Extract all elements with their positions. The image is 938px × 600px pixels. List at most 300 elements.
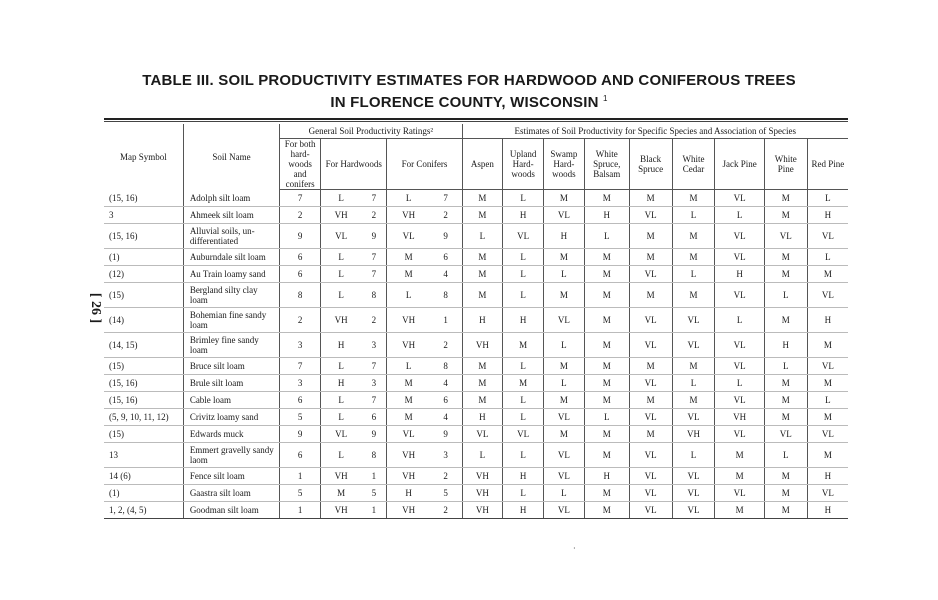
species-rating-cell: M: [807, 333, 848, 358]
species-rating-cell: L: [543, 266, 584, 283]
species-rating-cell: M: [462, 266, 503, 283]
conifer-class-cell: 2: [430, 207, 462, 224]
species-rating-cell: M: [503, 375, 544, 392]
soil-name-cell: Brule silt loam: [183, 375, 279, 392]
species-rating-cell: M: [672, 358, 715, 375]
species-rating-cell: VL: [807, 224, 848, 249]
conifer-rating-cell: L: [387, 358, 430, 375]
header-conifers: For Conifers: [387, 139, 462, 190]
species-rating-cell: VL: [543, 207, 584, 224]
soil-name-cell: Bohemian fine sandy loam: [183, 308, 279, 333]
header-general-ratings: General Soil Productivity Ratings²: [280, 124, 462, 139]
species-rating-cell: M: [629, 392, 672, 409]
species-rating-cell: VL: [629, 443, 672, 468]
page-number: [ 26 ]: [88, 292, 104, 324]
species-rating-cell: M: [543, 426, 584, 443]
hardwood-class-cell: 8: [361, 283, 387, 308]
species-rating-cell: VL: [672, 308, 715, 333]
species-rating-cell: H: [584, 207, 629, 224]
map-symbol-cell: (14, 15): [104, 333, 183, 358]
header-species: White Cedar: [672, 139, 715, 190]
conifer-rating-cell: VH: [387, 333, 430, 358]
hardwood-class-cell: 7: [361, 392, 387, 409]
conifer-rating-cell: VL: [387, 426, 430, 443]
table-top-rule-inner: [104, 121, 848, 122]
species-rating-cell: H: [764, 333, 807, 358]
conifer-rating-cell: M: [387, 409, 430, 426]
table-row: [104, 375, 848, 392]
both-rating-cell: 1: [280, 502, 321, 519]
hardwood-rating-cell: L: [321, 443, 362, 468]
soil-name-cell: Edwards muck: [183, 426, 279, 443]
species-rating-cell: M: [764, 266, 807, 283]
both-rating-cell: 3: [280, 333, 321, 358]
species-rating-cell: M: [629, 283, 672, 308]
hardwood-rating-cell: VH: [321, 468, 362, 485]
species-rating-cell: H: [503, 207, 544, 224]
table-row: [104, 333, 848, 358]
hardwood-class-cell: 9: [361, 224, 387, 249]
conifer-rating-cell: L: [387, 283, 430, 308]
species-rating-cell: VL: [807, 485, 848, 502]
species-rating-cell: M: [672, 283, 715, 308]
conifer-class-cell: 8: [430, 358, 462, 375]
species-rating-cell: L: [764, 443, 807, 468]
hardwood-class-cell: 1: [361, 468, 387, 485]
conifer-class-cell: 2: [430, 468, 462, 485]
species-rating-cell: L: [503, 266, 544, 283]
species-rating-cell: VH: [462, 502, 503, 519]
species-rating-cell: L: [584, 224, 629, 249]
species-rating-cell: L: [462, 443, 503, 468]
species-rating-cell: L: [584, 409, 629, 426]
species-rating-cell: L: [462, 224, 503, 249]
conifer-rating-cell: M: [387, 375, 430, 392]
header-map-symbol: Map Symbol: [104, 124, 183, 190]
species-rating-cell: M: [764, 207, 807, 224]
species-rating-cell: VL: [807, 283, 848, 308]
both-rating-cell: 9: [280, 426, 321, 443]
both-rating-cell: 8: [280, 283, 321, 308]
table-row: [104, 443, 848, 468]
stray-mark: ·: [573, 544, 576, 553]
species-rating-cell: L: [503, 283, 544, 308]
species-rating-cell: M: [629, 358, 672, 375]
species-rating-cell: VL: [629, 485, 672, 502]
conifer-class-cell: 5: [430, 485, 462, 502]
map-symbol-cell: (15, 16): [104, 392, 183, 409]
species-rating-cell: VL: [715, 249, 764, 266]
soil-name-cell: Emmert gravelly sandy laom: [183, 443, 279, 468]
species-rating-cell: M: [584, 308, 629, 333]
species-rating-cell: H: [807, 502, 848, 519]
hardwood-class-cell: 2: [361, 207, 387, 224]
species-rating-cell: L: [807, 249, 848, 266]
both-rating-cell: 7: [280, 190, 321, 207]
map-symbol-cell: 1, 2, (4, 5): [104, 502, 183, 519]
species-rating-cell: M: [503, 333, 544, 358]
conifer-class-cell: 2: [430, 333, 462, 358]
table-row: [104, 392, 848, 409]
hardwood-rating-cell: L: [321, 392, 362, 409]
soil-name-cell: Fence silt loam: [183, 468, 279, 485]
header-species: Black Spruce: [629, 139, 672, 190]
conifer-class-cell: 8: [430, 283, 462, 308]
species-rating-cell: M: [543, 190, 584, 207]
table-title-line-1: TABLE III. SOIL PRODUCTIVITY ESTIMATES FOR HARDWOOD AND CONIFEROUS TREES: [142, 72, 796, 89]
both-rating-cell: 6: [280, 443, 321, 468]
species-rating-cell: M: [764, 392, 807, 409]
conifer-class-cell: 9: [430, 224, 462, 249]
species-rating-cell: VL: [715, 485, 764, 502]
species-rating-cell: VL: [715, 358, 764, 375]
species-rating-cell: VH: [715, 409, 764, 426]
header-species: White Spruce, Balsam: [584, 139, 629, 190]
conifer-class-cell: 1: [430, 308, 462, 333]
species-rating-cell: VL: [715, 333, 764, 358]
conifer-rating-cell: H: [387, 485, 430, 502]
species-rating-cell: M: [807, 266, 848, 283]
species-rating-cell: H: [462, 409, 503, 426]
species-rating-cell: VL: [629, 502, 672, 519]
species-rating-cell: L: [503, 443, 544, 468]
species-rating-cell: H: [807, 207, 848, 224]
table-row: [104, 207, 848, 224]
hardwood-class-cell: 7: [361, 249, 387, 266]
both-rating-cell: 7: [280, 358, 321, 375]
species-rating-cell: H: [584, 468, 629, 485]
species-rating-cell: VL: [543, 443, 584, 468]
species-rating-cell: VH: [462, 333, 503, 358]
species-rating-cell: L: [503, 485, 544, 502]
hardwood-class-cell: 3: [361, 333, 387, 358]
species-rating-cell: L: [543, 485, 584, 502]
conifer-class-cell: 6: [430, 392, 462, 409]
species-rating-cell: M: [715, 443, 764, 468]
species-rating-cell: M: [462, 283, 503, 308]
conifer-class-cell: 4: [430, 409, 462, 426]
table-row: [104, 358, 848, 375]
species-rating-cell: VL: [672, 409, 715, 426]
species-rating-cell: VL: [672, 333, 715, 358]
species-rating-cell: M: [764, 468, 807, 485]
soil-name-cell: Au Train loamy sand: [183, 266, 279, 283]
conifer-class-cell: 7: [430, 190, 462, 207]
species-rating-cell: VL: [629, 207, 672, 224]
header-both: For both hard-woods and conifers: [280, 139, 321, 190]
table-row: [104, 190, 848, 207]
species-rating-cell: L: [543, 333, 584, 358]
species-rating-cell: VL: [629, 468, 672, 485]
hardwood-rating-cell: VH: [321, 207, 362, 224]
table-row: [104, 249, 848, 266]
hardwood-class-cell: 6: [361, 409, 387, 426]
header-species: Upland Hard-woods: [503, 139, 544, 190]
hardwood-rating-cell: L: [321, 283, 362, 308]
soil-name-cell: Gaastra silt loam: [183, 485, 279, 502]
soil-name-cell: Crivitz loamy sand: [183, 409, 279, 426]
species-rating-cell: M: [462, 207, 503, 224]
species-rating-cell: M: [764, 308, 807, 333]
species-rating-cell: M: [462, 358, 503, 375]
header-hardwoods: For Hardwoods: [321, 139, 387, 190]
species-rating-cell: VL: [715, 224, 764, 249]
species-rating-cell: H: [807, 468, 848, 485]
species-rating-cell: L: [764, 358, 807, 375]
species-rating-cell: VL: [715, 190, 764, 207]
species-rating-cell: M: [672, 392, 715, 409]
species-rating-cell: M: [462, 375, 503, 392]
species-rating-cell: VL: [672, 468, 715, 485]
map-symbol-cell: (15): [104, 358, 183, 375]
species-rating-cell: M: [584, 266, 629, 283]
species-rating-cell: M: [584, 426, 629, 443]
table-row: [104, 266, 848, 283]
table-row: [104, 502, 848, 519]
both-rating-cell: 6: [280, 392, 321, 409]
hardwood-rating-cell: L: [321, 358, 362, 375]
hardwood-rating-cell: H: [321, 375, 362, 392]
species-rating-cell: M: [584, 249, 629, 266]
species-rating-cell: M: [629, 224, 672, 249]
species-rating-cell: VL: [715, 392, 764, 409]
conifer-class-cell: 9: [430, 426, 462, 443]
species-rating-cell: VL: [629, 409, 672, 426]
species-rating-cell: L: [807, 190, 848, 207]
hardwood-class-cell: 2: [361, 308, 387, 333]
map-symbol-cell: 13: [104, 443, 183, 468]
species-rating-cell: L: [503, 358, 544, 375]
conifer-rating-cell: VH: [387, 502, 430, 519]
species-rating-cell: M: [672, 190, 715, 207]
species-rating-cell: H: [503, 502, 544, 519]
both-rating-cell: 5: [280, 485, 321, 502]
species-rating-cell: L: [807, 392, 848, 409]
species-rating-cell: M: [584, 392, 629, 409]
both-rating-cell: 2: [280, 207, 321, 224]
hardwood-class-cell: 8: [361, 443, 387, 468]
hardwood-rating-cell: VH: [321, 308, 362, 333]
both-rating-cell: 2: [280, 308, 321, 333]
species-rating-cell: M: [462, 190, 503, 207]
species-rating-cell: M: [543, 283, 584, 308]
species-rating-cell: M: [807, 375, 848, 392]
species-rating-cell: M: [584, 358, 629, 375]
conifer-rating-cell: VH: [387, 308, 430, 333]
conifer-rating-cell: L: [387, 190, 430, 207]
hardwood-rating-cell: VL: [321, 426, 362, 443]
table-row: [104, 426, 848, 443]
species-rating-cell: VL: [543, 502, 584, 519]
title-footnote-marker: 1: [603, 94, 608, 103]
header-species: Aspen: [462, 139, 503, 190]
species-rating-cell: H: [715, 266, 764, 283]
soil-name-cell: Brimley fine sandy loam: [183, 333, 279, 358]
conifer-rating-cell: M: [387, 266, 430, 283]
soil-name-cell: Alluvial soils, un-differentiated: [183, 224, 279, 249]
hardwood-rating-cell: M: [321, 485, 362, 502]
species-rating-cell: VH: [672, 426, 715, 443]
species-rating-cell: M: [584, 443, 629, 468]
conifer-rating-cell: VL: [387, 224, 430, 249]
species-rating-cell: L: [764, 283, 807, 308]
species-rating-cell: L: [503, 190, 544, 207]
species-rating-cell: L: [672, 375, 715, 392]
hardwood-rating-cell: L: [321, 266, 362, 283]
species-rating-cell: M: [672, 224, 715, 249]
species-rating-cell: VL: [503, 224, 544, 249]
species-rating-cell: VL: [715, 426, 764, 443]
species-rating-cell: VL: [462, 426, 503, 443]
species-rating-cell: L: [543, 375, 584, 392]
map-symbol-cell: 14 (6): [104, 468, 183, 485]
soil-productivity-table: [104, 124, 848, 519]
conifer-class-cell: 4: [430, 375, 462, 392]
species-rating-cell: M: [584, 283, 629, 308]
species-rating-cell: L: [715, 375, 764, 392]
header-species: Swamp Hard-woods: [543, 139, 584, 190]
species-rating-cell: M: [584, 333, 629, 358]
species-rating-cell: VL: [543, 468, 584, 485]
map-symbol-cell: (15): [104, 426, 183, 443]
species-rating-cell: M: [462, 249, 503, 266]
species-rating-cell: VL: [503, 426, 544, 443]
hardwood-class-cell: 9: [361, 426, 387, 443]
map-symbol-cell: (1): [104, 485, 183, 502]
conifer-rating-cell: VH: [387, 207, 430, 224]
conifer-rating-cell: VH: [387, 443, 430, 468]
hardwood-rating-cell: VH: [321, 502, 362, 519]
species-rating-cell: L: [503, 392, 544, 409]
species-rating-cell: M: [715, 502, 764, 519]
table-row: [104, 485, 848, 502]
species-rating-cell: M: [764, 409, 807, 426]
species-rating-cell: VL: [715, 283, 764, 308]
table-row: [104, 468, 848, 485]
species-rating-cell: VL: [629, 333, 672, 358]
species-rating-cell: VL: [629, 375, 672, 392]
species-rating-cell: M: [462, 392, 503, 409]
both-rating-cell: 9: [280, 224, 321, 249]
species-rating-cell: M: [584, 375, 629, 392]
hardwood-class-cell: 7: [361, 190, 387, 207]
species-rating-cell: M: [584, 190, 629, 207]
soil-name-cell: Auburndale silt loam: [183, 249, 279, 266]
table-row: [104, 308, 848, 333]
species-rating-cell: M: [629, 249, 672, 266]
species-rating-cell: VL: [629, 308, 672, 333]
header-specific-estimates: Estimates of Soil Productivity for Specific Species and Association of Species: [462, 124, 848, 139]
map-symbol-cell: (15, 16): [104, 190, 183, 207]
species-rating-cell: L: [503, 249, 544, 266]
species-rating-cell: VH: [462, 468, 503, 485]
species-rating-cell: M: [584, 485, 629, 502]
both-rating-cell: 5: [280, 409, 321, 426]
species-rating-cell: VL: [672, 485, 715, 502]
table-row: [104, 409, 848, 426]
table-title: [0, 72, 938, 112]
hardwood-rating-cell: L: [321, 249, 362, 266]
header-species: White Pine: [764, 139, 807, 190]
species-rating-cell: M: [543, 358, 584, 375]
conifer-rating-cell: M: [387, 392, 430, 409]
soil-name-cell: Goodman silt loam: [183, 502, 279, 519]
map-symbol-cell: (14): [104, 308, 183, 333]
soil-name-cell: Bruce silt loam: [183, 358, 279, 375]
soil-name-cell: Ahmeek silt loam: [183, 207, 279, 224]
species-rating-cell: M: [715, 468, 764, 485]
table-row: [104, 224, 848, 249]
species-rating-cell: M: [629, 190, 672, 207]
species-rating-cell: VH: [462, 485, 503, 502]
species-rating-cell: H: [807, 308, 848, 333]
hardwood-class-cell: 5: [361, 485, 387, 502]
map-symbol-cell: (15): [104, 283, 183, 308]
species-rating-cell: M: [543, 392, 584, 409]
map-symbol-cell: (5, 9, 10, 11, 12): [104, 409, 183, 426]
species-rating-cell: L: [503, 409, 544, 426]
hardwood-class-cell: 3: [361, 375, 387, 392]
species-rating-cell: M: [807, 409, 848, 426]
species-rating-cell: VL: [543, 308, 584, 333]
species-rating-cell: L: [672, 207, 715, 224]
hardwood-rating-cell: L: [321, 190, 362, 207]
species-rating-cell: M: [672, 249, 715, 266]
soil-name-cell: Cable loam: [183, 392, 279, 409]
soil-name-cell: Bergland silty clay loam: [183, 283, 279, 308]
map-symbol-cell: (15, 16): [104, 375, 183, 392]
species-rating-cell: VL: [807, 426, 848, 443]
species-rating-cell: M: [764, 485, 807, 502]
hardwood-class-cell: 1: [361, 502, 387, 519]
both-rating-cell: 6: [280, 266, 321, 283]
hardwood-class-cell: 7: [361, 358, 387, 375]
table-top-rule: [104, 118, 848, 120]
species-rating-cell: M: [807, 443, 848, 468]
hardwood-rating-cell: H: [321, 333, 362, 358]
table-title-line-2: IN FLORENCE COUNTY, WISCONSIN $^1$: [330, 94, 608, 111]
species-rating-cell: VL: [629, 266, 672, 283]
species-rating-cell: VL: [764, 426, 807, 443]
species-rating-cell: M: [764, 375, 807, 392]
species-rating-cell: H: [503, 468, 544, 485]
map-symbol-cell: (12): [104, 266, 183, 283]
species-rating-cell: L: [672, 443, 715, 468]
species-rating-cell: M: [543, 249, 584, 266]
header-soil-name: Soil Name: [183, 124, 279, 190]
conifer-class-cell: 4: [430, 266, 462, 283]
conifer-class-cell: 2: [430, 502, 462, 519]
hardwood-class-cell: 7: [361, 266, 387, 283]
both-rating-cell: 3: [280, 375, 321, 392]
species-rating-cell: M: [764, 249, 807, 266]
species-rating-cell: M: [764, 190, 807, 207]
species-rating-cell: L: [715, 308, 764, 333]
both-rating-cell: 6: [280, 249, 321, 266]
species-rating-cell: M: [584, 502, 629, 519]
conifer-rating-cell: M: [387, 249, 430, 266]
species-rating-cell: L: [715, 207, 764, 224]
hardwood-rating-cell: VL: [321, 224, 362, 249]
table-body: [104, 190, 848, 519]
species-rating-cell: M: [764, 502, 807, 519]
conifer-class-cell: 3: [430, 443, 462, 468]
map-symbol-cell: (15, 16): [104, 224, 183, 249]
table-row: [104, 283, 848, 308]
map-symbol-cell: (1): [104, 249, 183, 266]
both-rating-cell: 1: [280, 468, 321, 485]
conifer-class-cell: 6: [430, 249, 462, 266]
